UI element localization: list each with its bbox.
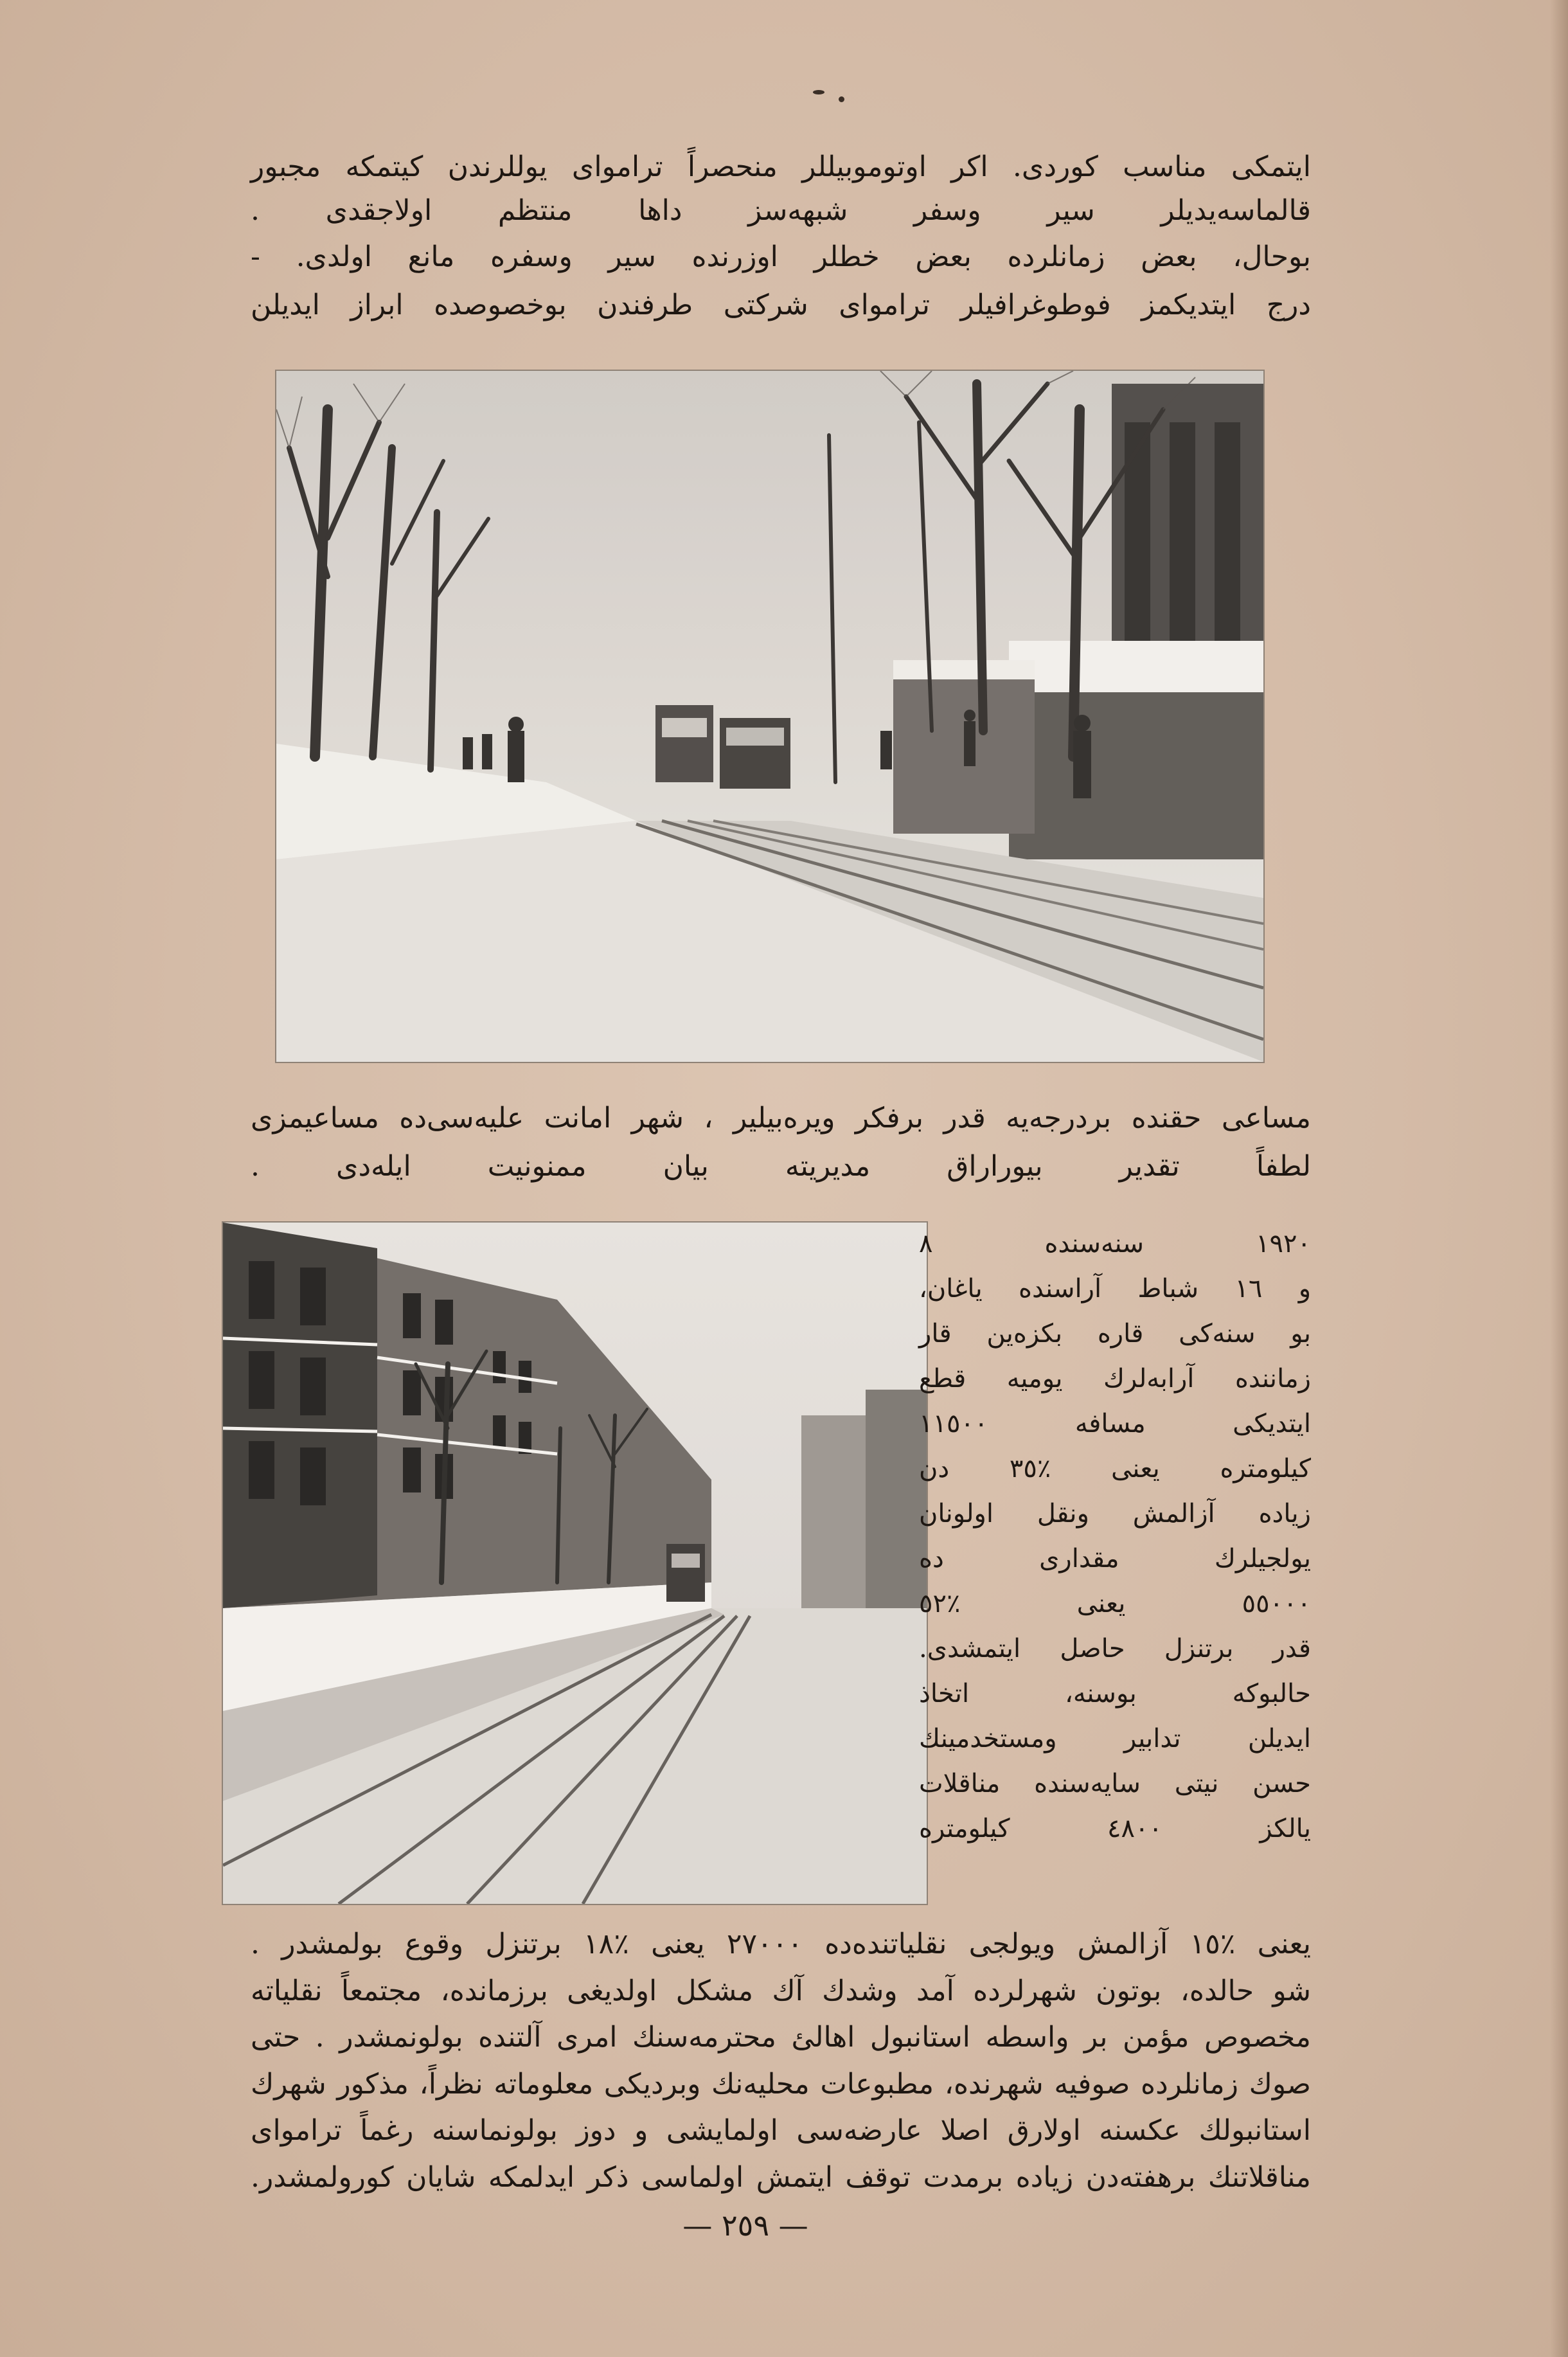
- text-line: مناقلاتنك برهفته‌دن زياده برمدت توقف ايتمش اولماسی ذكر ايدلمكه شايان كورولمشدر.: [251, 2161, 1311, 2194]
- text-line: لطفاً تقدير بيوراراق مديريته بيان ممنونيت ايله‌دی .: [251, 1150, 1311, 1183]
- page-edge-shadow: [1550, 0, 1568, 2357]
- column-text-line: و ١٦ شباط آراسنده ياغان،: [919, 1274, 1312, 1304]
- column-text-line: ١٩٢٠ سنه‌سنده ٨: [919, 1229, 1311, 1259]
- text-line: استانبولك عكسنه اولارق اصلا عارضه‌سی اولمايشی و دوز بولونماسنه رغماً ترامواى: [251, 2114, 1311, 2147]
- text-line: يعنی ٪١٥ آزالمش ويولجی نقلياتنده‌ده ٢٧٠٠٠ يعنی ٪١٨ برتنزل وقوع بولمشدر .: [251, 1928, 1312, 1960]
- column-text-line: قدر برتنزل حاصل ايتمشدی.: [919, 1634, 1311, 1663]
- column-text-line: يولجيلرك مقداری ده: [919, 1544, 1311, 1573]
- ink-speck: [839, 96, 844, 102]
- photo-snowy-street-trams-image: [276, 371, 1263, 1062]
- column-text-line: كيلومتره يعنی ٪٣٥ دن: [919, 1454, 1312, 1483]
- column-text-line: حالبوكه بوسنه، اتخاذ: [919, 1679, 1311, 1708]
- text-line: بوحال، بعض زمانلرده بعض خطلر اوزرنده سير وسفره مانع اولدی. -: [251, 240, 1311, 273]
- column-text-line: حسن نيتی سايه‌سنده مناقلات: [919, 1769, 1311, 1798]
- photo-snowy-street-trams: [275, 370, 1265, 1063]
- text-line: شو حالده، بوتون شهرلرده آمد وشدك آك مشكل اولديغی برزمانده، مجتمعاً نقلياته: [251, 1975, 1311, 2007]
- column-text-line: ٥٥٠٠٠ يعنی ٪٥٢: [919, 1589, 1311, 1618]
- text-line: قالماسه‌يديلر سير وسفر شبهه‌سز داها منتظم اولاجقدی .: [251, 194, 1311, 227]
- ink-speck: [813, 90, 824, 94]
- column-text-line: بو سنه‌كی قاره بكزه‌ين قار: [919, 1319, 1311, 1349]
- photo-snowy-avenue-tram: [222, 1221, 928, 1905]
- column-text-line: زماننده آرابه‌لرك يوميه قطع: [919, 1364, 1311, 1394]
- text-line: صوك زمانلرده صوفيه شهرنده، مطبوعات محليه‌نك وبرديكی معلوماته نظراً، مذكور شهرك: [251, 2068, 1311, 2101]
- photo-snowy-avenue-tram-image: [223, 1223, 927, 1904]
- page-number: — ٢٥٩ —: [682, 2208, 808, 2243]
- column-text-line: ايتديكی مسافه ١١٥٠٠: [919, 1409, 1311, 1438]
- column-text-line: زياده آزالمش ونقل اولونان: [919, 1499, 1311, 1528]
- column-text-line: ايديلن تدابير ومستخدمينك: [919, 1724, 1311, 1753]
- column-text-line: يالكز ٤٨٠٠ كيلومتره: [919, 1814, 1311, 1843]
- text-line: مخصوص مؤمن بر واسطه استانبول اهالئ محترمه‌سنك امری آلتنده بولونمشدر . حتی: [251, 2021, 1311, 2054]
- text-line: ایتمكی مناسب كوردی. اكر اوتوموبیللر منحصراً ترامواى يوللرندن كيتمكه مجبور: [251, 150, 1311, 183]
- text-line: درج ايتديكمز فوطوغرافيلر ترامواى شركتی طرفندن بوخصوصده ابراز ايديلن: [251, 289, 1311, 321]
- text-line: مساعی حقنده بردرجه‌يه قدر برفكر ويره‌بيلير ، شهر امانت عليه‌سی‌ده مساعيمزی: [251, 1102, 1311, 1134]
